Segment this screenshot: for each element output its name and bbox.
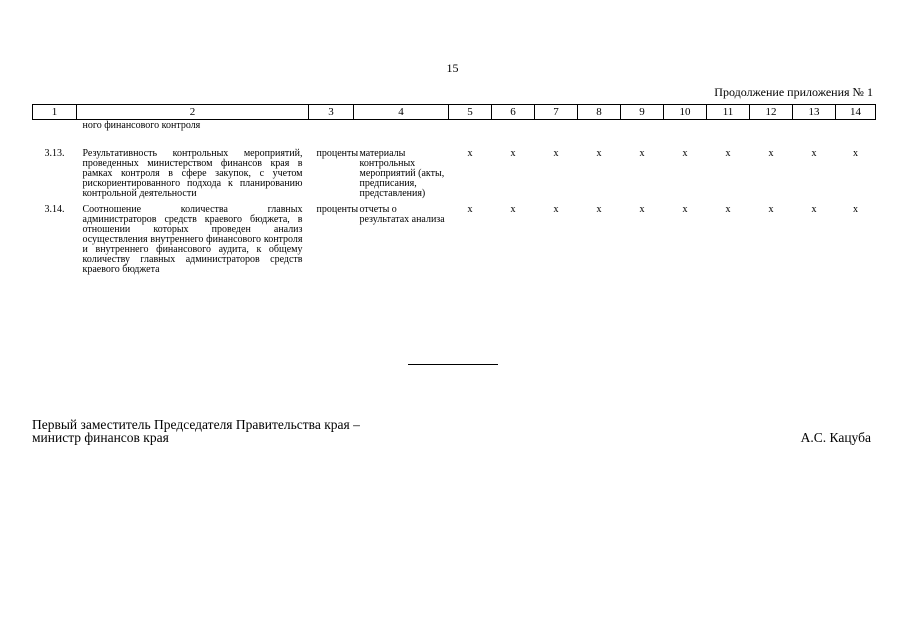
- value-cell: х: [768, 204, 774, 215]
- value-cell: х: [811, 148, 817, 159]
- table-header-row: [33, 105, 876, 120]
- value-cell: х: [553, 204, 559, 215]
- column-header: 10: [664, 105, 707, 120]
- value-cell: х: [510, 148, 516, 159]
- page-number: 15: [446, 61, 459, 75]
- data-source: материалы контрольных мероприятий (акты, предписания, представления): [359, 148, 445, 199]
- value-cell: х: [682, 204, 688, 215]
- signature-name: А.С. Кацуба: [800, 430, 871, 445]
- column-header: 1: [33, 105, 77, 120]
- column-header: 6: [492, 105, 535, 120]
- data-source: отчеты о результатах анализа: [359, 204, 445, 225]
- value-cell: х: [853, 148, 858, 159]
- value-cell: х: [553, 148, 559, 159]
- column-header: 4: [354, 105, 449, 120]
- column-header: 13: [793, 105, 836, 120]
- value-cell: х: [853, 204, 858, 215]
- value-cell: х: [596, 148, 602, 159]
- separator-line: [408, 364, 498, 365]
- table-row-continuation: [33, 120, 876, 148]
- continuation-label: Продолжение приложения № 1: [714, 85, 873, 99]
- value-cell: х: [768, 148, 774, 159]
- table-row: [33, 203, 876, 275]
- column-header: 2: [77, 105, 309, 120]
- value-cell: х: [811, 204, 817, 215]
- column-header: 5: [449, 105, 492, 120]
- column-header: 11: [707, 105, 750, 120]
- column-header: 12: [750, 105, 793, 120]
- value-cell: х: [639, 148, 645, 159]
- value-cell: х: [596, 204, 602, 215]
- column-header: 3: [309, 105, 354, 120]
- value-cell: х: [725, 148, 731, 159]
- column-header: 14: [836, 105, 876, 120]
- value-cell: х: [639, 204, 645, 215]
- indicator-name: Соотношение количества главных администраторов средств краевого бюджета, в отношении которых проведен анализ осуществления внутреннего финансового контроля и внутреннего финансового аудита, к общему количеству главных администраторов средств краевого бюджета: [82, 204, 303, 275]
- signature-position-line: Первый заместитель Председателя Правительства края –: [32, 417, 360, 432]
- value-cell: х: [510, 204, 516, 215]
- column-header: 8: [578, 105, 621, 120]
- row-number: 3.14.: [44, 204, 65, 215]
- value-cell: х: [467, 204, 473, 215]
- indicator-name: Результативность контрольных мероприятий, проведенных министерством финансов края в рамках контроля в сфере закупок, с учетом рискориентированного подхода к планированию контрольной деятельности: [82, 148, 303, 199]
- value-cell: х: [682, 148, 688, 159]
- column-header: 7: [535, 105, 578, 120]
- value-cell: х: [725, 204, 731, 215]
- value-cell: х: [467, 148, 473, 159]
- table-row: [33, 147, 876, 203]
- unit: проценты: [316, 148, 359, 159]
- row-number: 3.13.: [44, 148, 65, 159]
- unit: проценты: [316, 204, 359, 215]
- column-header: 9: [621, 105, 664, 120]
- signature-position: [32, 418, 360, 444]
- continuation-text: ного финансового контроля: [82, 120, 201, 131]
- indicators-table: [32, 104, 873, 275]
- signature-position-line: министр финансов края: [32, 430, 169, 445]
